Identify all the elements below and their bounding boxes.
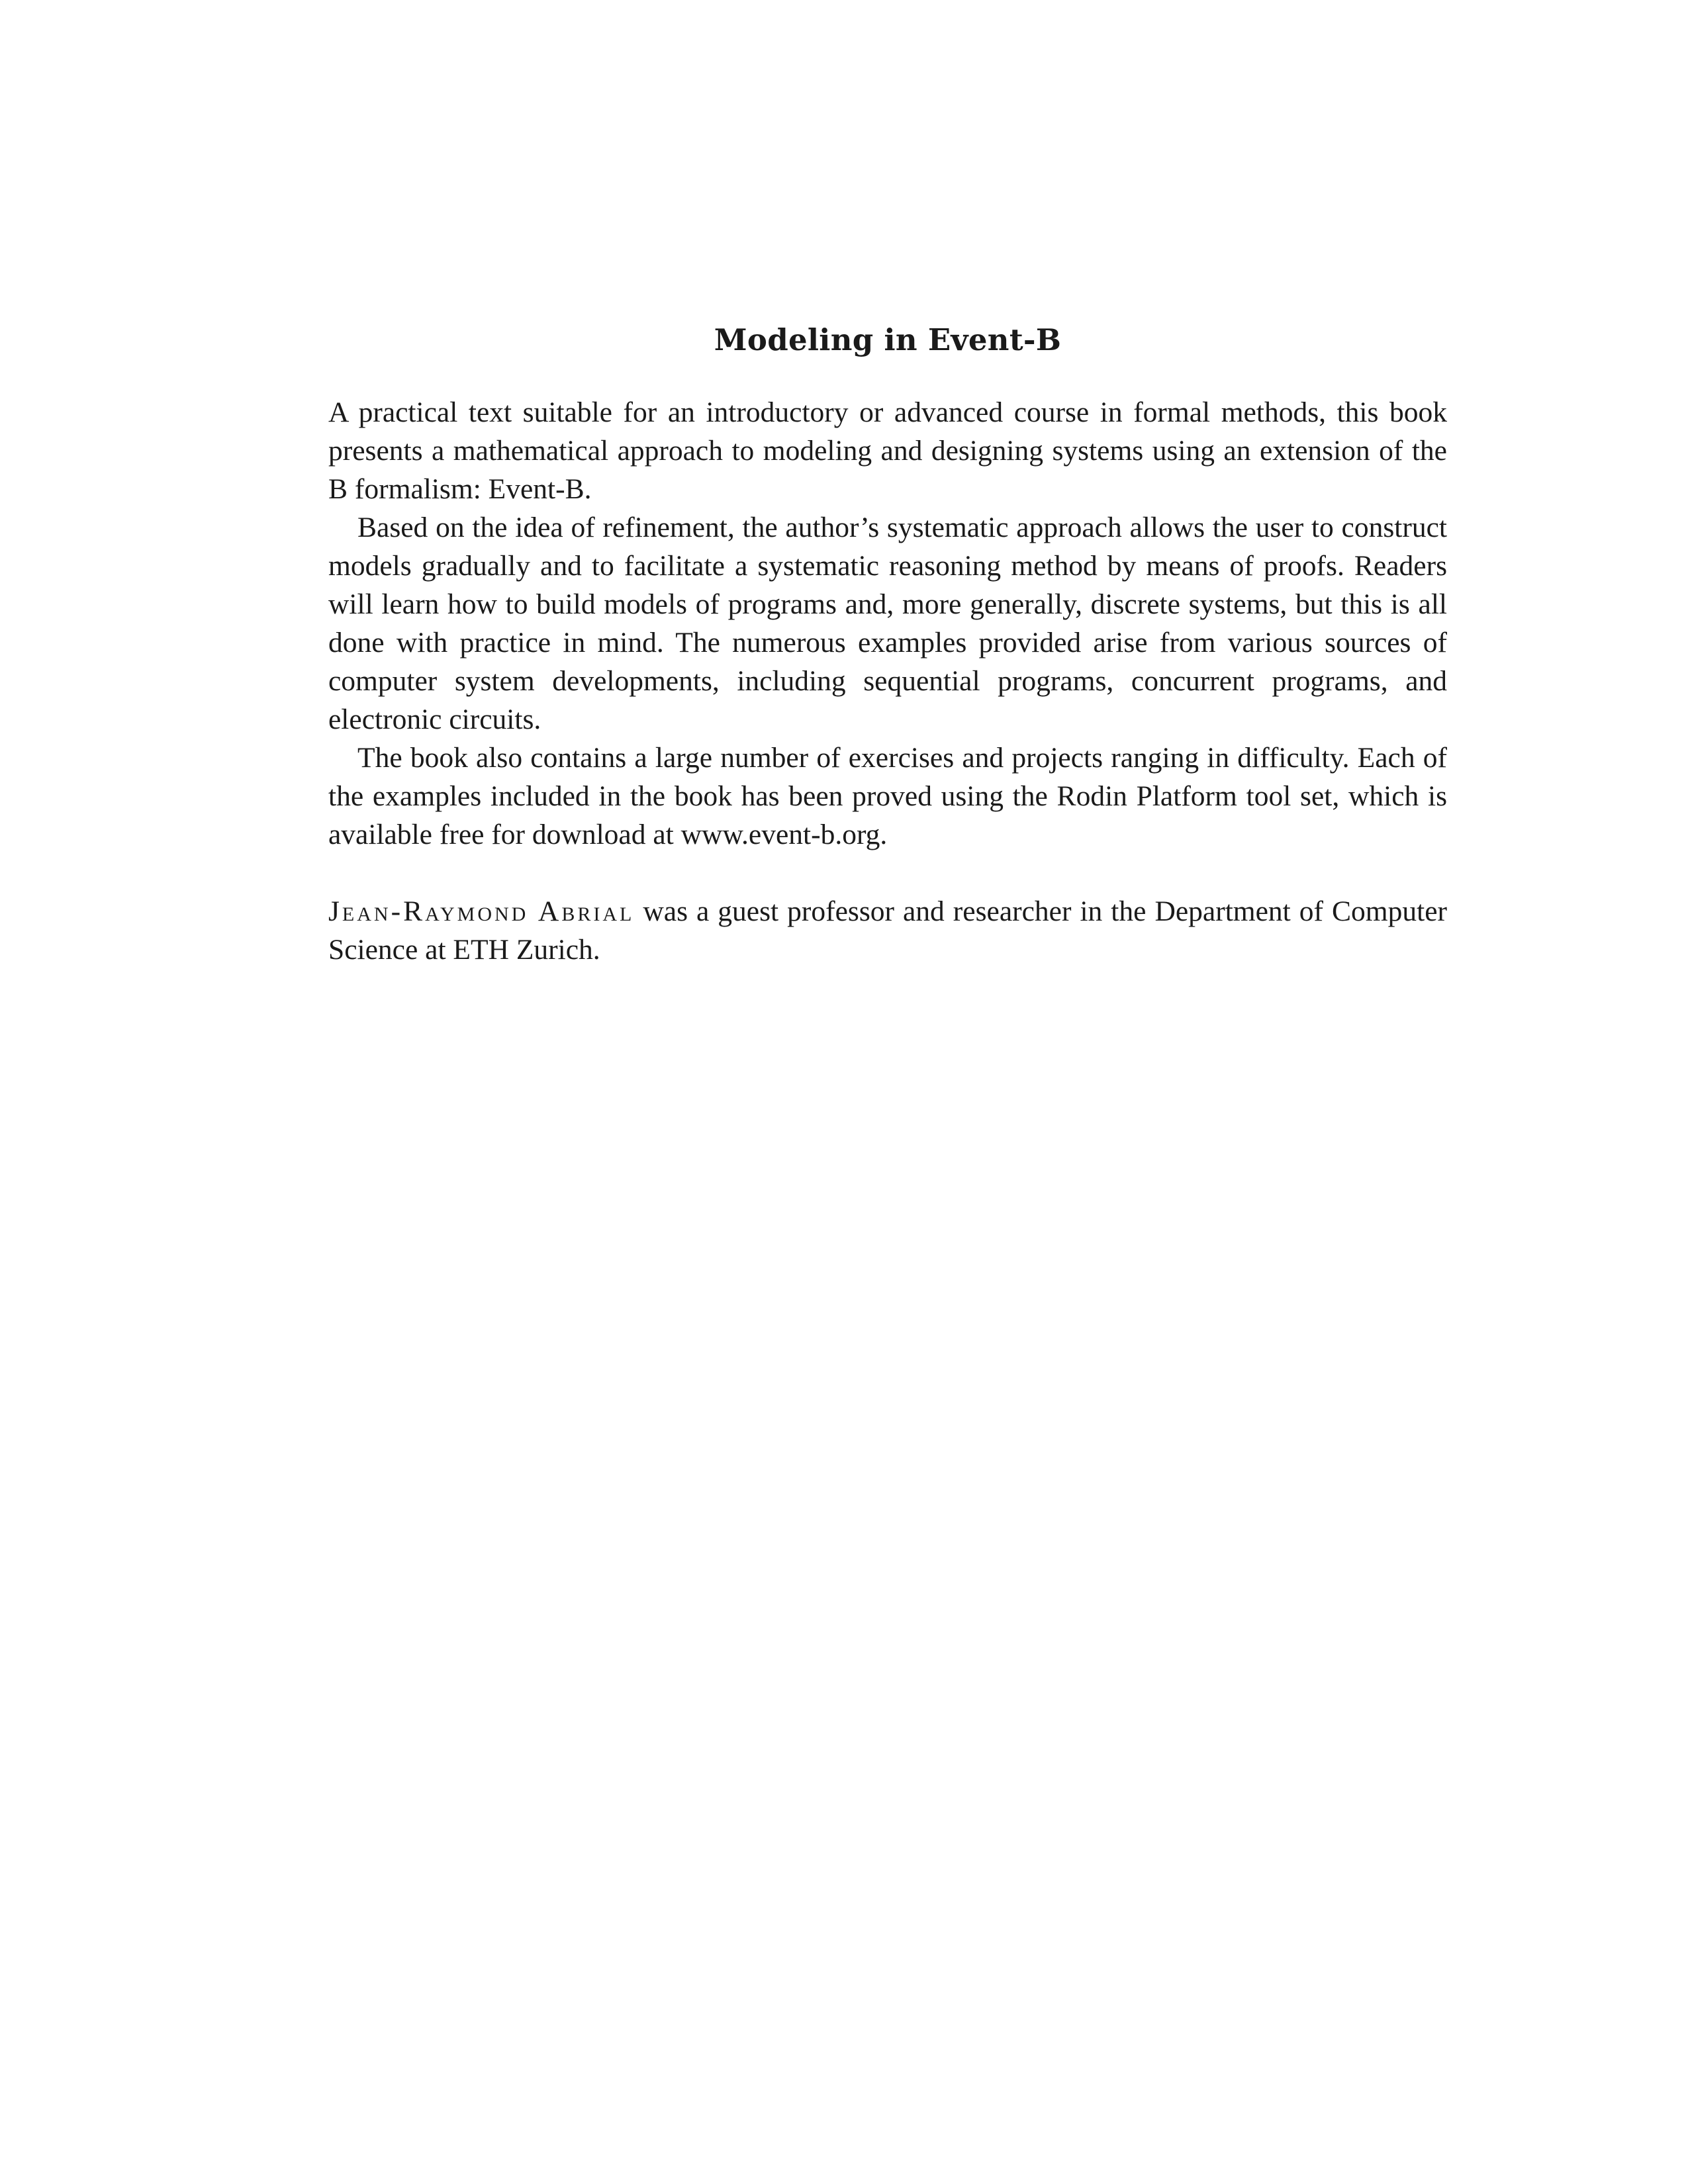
book-title: Modeling in Event-B <box>714 322 1062 357</box>
author-bio <box>328 892 1447 969</box>
back-cover-text <box>328 320 1447 969</box>
author-bio-text: was a guest professor and researcher in the Department of Computer Science at ETH Zurich. <box>328 895 1447 966</box>
description-paragraph-3: The book also contains a large number of exercises and projects ranging in difficulty. Each of the examples included in the book has been proved using the Rodin Platform tool set, which is available free for download at www.event-b.org. <box>328 742 1447 850</box>
author-name: Jean-Raymond Abrial <box>328 895 635 927</box>
description-paragraph-2: Based on the idea of refinement, the author’s systematic approach allows the user to construct models gradually and to facilitate a systematic reasoning method by means of proofs. Readers will learn how to build models of programs and, more generally, discrete systems, but this is all done with practice in mind. The numerous examples provided arise from various sources of computer system developments, including sequential programs, concurrent programs, and electronic circuits. <box>328 512 1447 735</box>
description-paragraph-1: A practical text suitable for an introductory or advanced course in formal methods, this book presents a mathematical approach to modeling and designing systems using an extension of the B formalism: Event-B. <box>328 396 1447 505</box>
